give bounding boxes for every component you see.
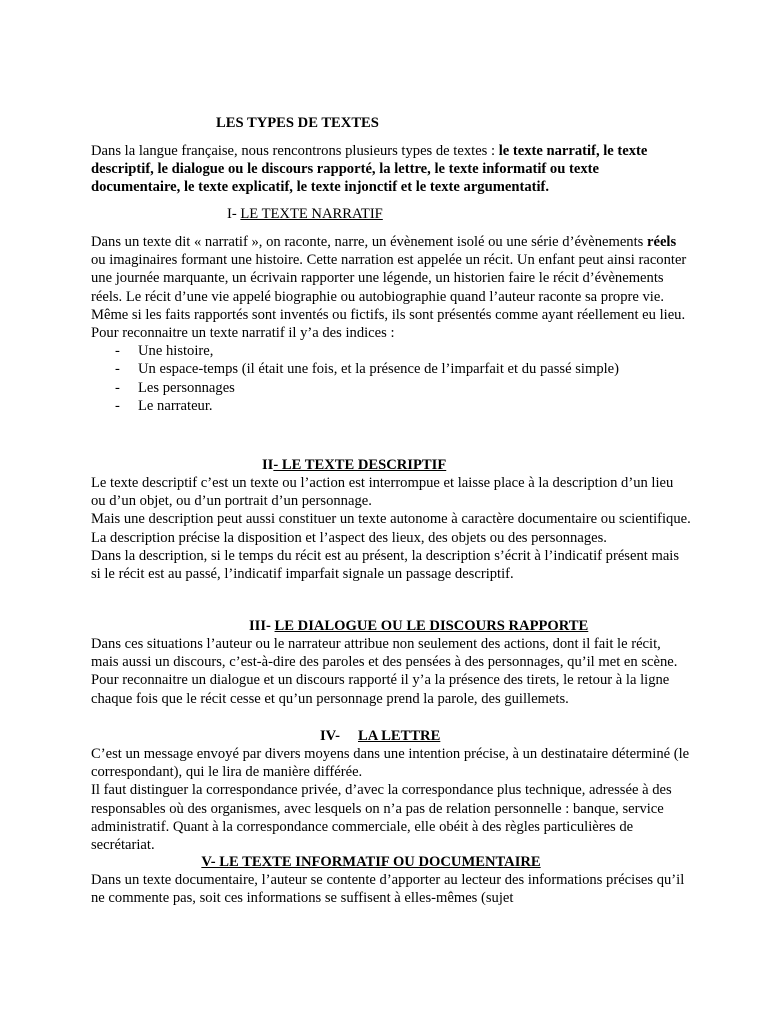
intro-paragraph <box>91 142 691 197</box>
narratif-bold-word: réels <box>646 234 677 250</box>
narratif-text: Dans un texte dit « narratif », on raconte, narre, un évènement isolé ou une série d’évènements <box>91 234 647 250</box>
list-item-text: Les personnages <box>138 379 235 396</box>
intro-text: Dans la langue française, nous rencontrons plusieurs types de textes : <box>91 143 499 159</box>
narratif-paragraph-2: Même si les faits rapportés sont inventés ou fictifs, ils sont présentés comme ayant réellement eu lieu. <box>91 306 686 323</box>
narratif-indices-list <box>91 342 691 415</box>
section-heading-dialogue <box>249 617 669 635</box>
section-heading-informatif <box>91 853 651 871</box>
descriptif-paragraph-4: Dans la description, si le temps du récit est au présent, la description s’écrit à l’indicatif présent mais si le récit est au passé, l’indicatif imparfait signale un passage descriptif. <box>91 547 680 583</box>
section-number: I- <box>227 206 241 222</box>
section-body-descriptif <box>91 474 691 583</box>
descriptif-paragraph-2: Mais une description peut aussi constituer un texte autonome à caractère documentaire ou scientifique. <box>91 511 691 528</box>
dash-bullet: - <box>115 379 120 396</box>
intro-bold-list: le texte narratif, le texte descriptif, le dialogue ou le discours rapporté, la lettre, le texte informatif ou texte documentaire, le texte explicatif, le texte injonctif et le texte argumentatif. <box>91 143 648 196</box>
section-body-narratif <box>91 233 691 415</box>
list-item <box>91 379 691 397</box>
section-heading-narratif <box>227 205 627 223</box>
list-item <box>91 360 691 378</box>
list-item <box>91 342 691 360</box>
list-item-text: Le narrateur. <box>138 397 213 414</box>
lettre-paragraph-2: Il faut distinguer la correspondance privée, d’avec la correspondance plus technique, adressée à des responsables où des organismes, avec lesquels on n’a pas de relation personnelle : banque, service administratif. Quant à la correspondance commerciale, elle obéit à des règles particulières de secrétariat. <box>91 782 672 854</box>
informatif-paragraph-1: Dans un texte documentaire, l’auteur se contente d’apporter au lecteur des informations précises qu’il ne commente pas, soit ces informations se suffisent à elles-mêmes (sujet <box>91 872 685 907</box>
dialogue-paragraph-1: Dans ces situations l’auteur ou le narrateur attribue non seulement des actions, dont il fait le récit, mais aussi un discours, c’est-à-dire des paroles et des pensées à des personnages, qu’il met en scène. Pour reconnaitre un dialogue et un discours rapporté il y’a la présence des tirets, le retour à la ligne chaque fois que le récit cesse et qu’un personnage prend la parole, des guillemets. <box>91 636 678 707</box>
list-item-text: Un espace-temps (il était une fois, et la présence de l’imparfait et du passé simple) <box>138 361 620 378</box>
descriptif-paragraph-3: La description précise la disposition et l’aspect des lieux, des objets ou des personnages. <box>91 529 607 546</box>
section-title: LE TEXTE NARRATIF <box>240 206 383 222</box>
section-body-lettre <box>91 745 691 854</box>
dash-bullet: - <box>115 343 120 360</box>
section-number: IV- <box>320 728 340 744</box>
section-title: - LE TEXTE DESCRIPTIF <box>273 457 447 473</box>
section-number: II <box>262 457 274 473</box>
list-item <box>91 397 691 415</box>
section-heading-lettre <box>320 727 620 745</box>
narratif-paragraph-3: Pour reconnaitre un texte narratif il y’a des indices : <box>91 325 395 342</box>
lettre-paragraph-1: C’est un message envoyé par divers moyens dans une intention précise, à un destinataire déterminé (le correspondant), qui le lira de manière différée. <box>91 746 690 781</box>
section-title: V- LE TEXTE INFORMATIF OU DOCUMENTAIRE <box>201 854 541 870</box>
document-title: LES TYPES DE TEXTES <box>216 115 379 131</box>
section-number: III- <box>249 618 275 634</box>
section-heading-descriptif <box>262 456 662 474</box>
section-title: LA LETTRE <box>358 728 441 744</box>
descriptif-paragraph-1: Le texte descriptif c’est un texte ou l’action est interrompue et laisse place à la description d’un lieu ou d’un objet, ou d’un portrait d’un personnage. <box>91 475 674 510</box>
dash-bullet: - <box>115 361 120 378</box>
list-item-text: Une histoire, <box>138 343 214 360</box>
narratif-text-continued: ou imaginaires formant une histoire. Cette narration est appelée un récit. Un enfant peut ainsi raconter une journée marquante, un écrivain rapporter une légende, un historien faire le récit d’évènements réels. Le récit d’une vie appelé biographie ou autobiographie quand l’auteur raconte sa propre vie. <box>91 252 687 305</box>
dash-bullet: - <box>115 397 120 414</box>
section-title: LE DIALOGUE OU LE DISCOURS RAPPORTE <box>274 618 589 634</box>
narratif-paragraph-1 <box>91 233 691 306</box>
